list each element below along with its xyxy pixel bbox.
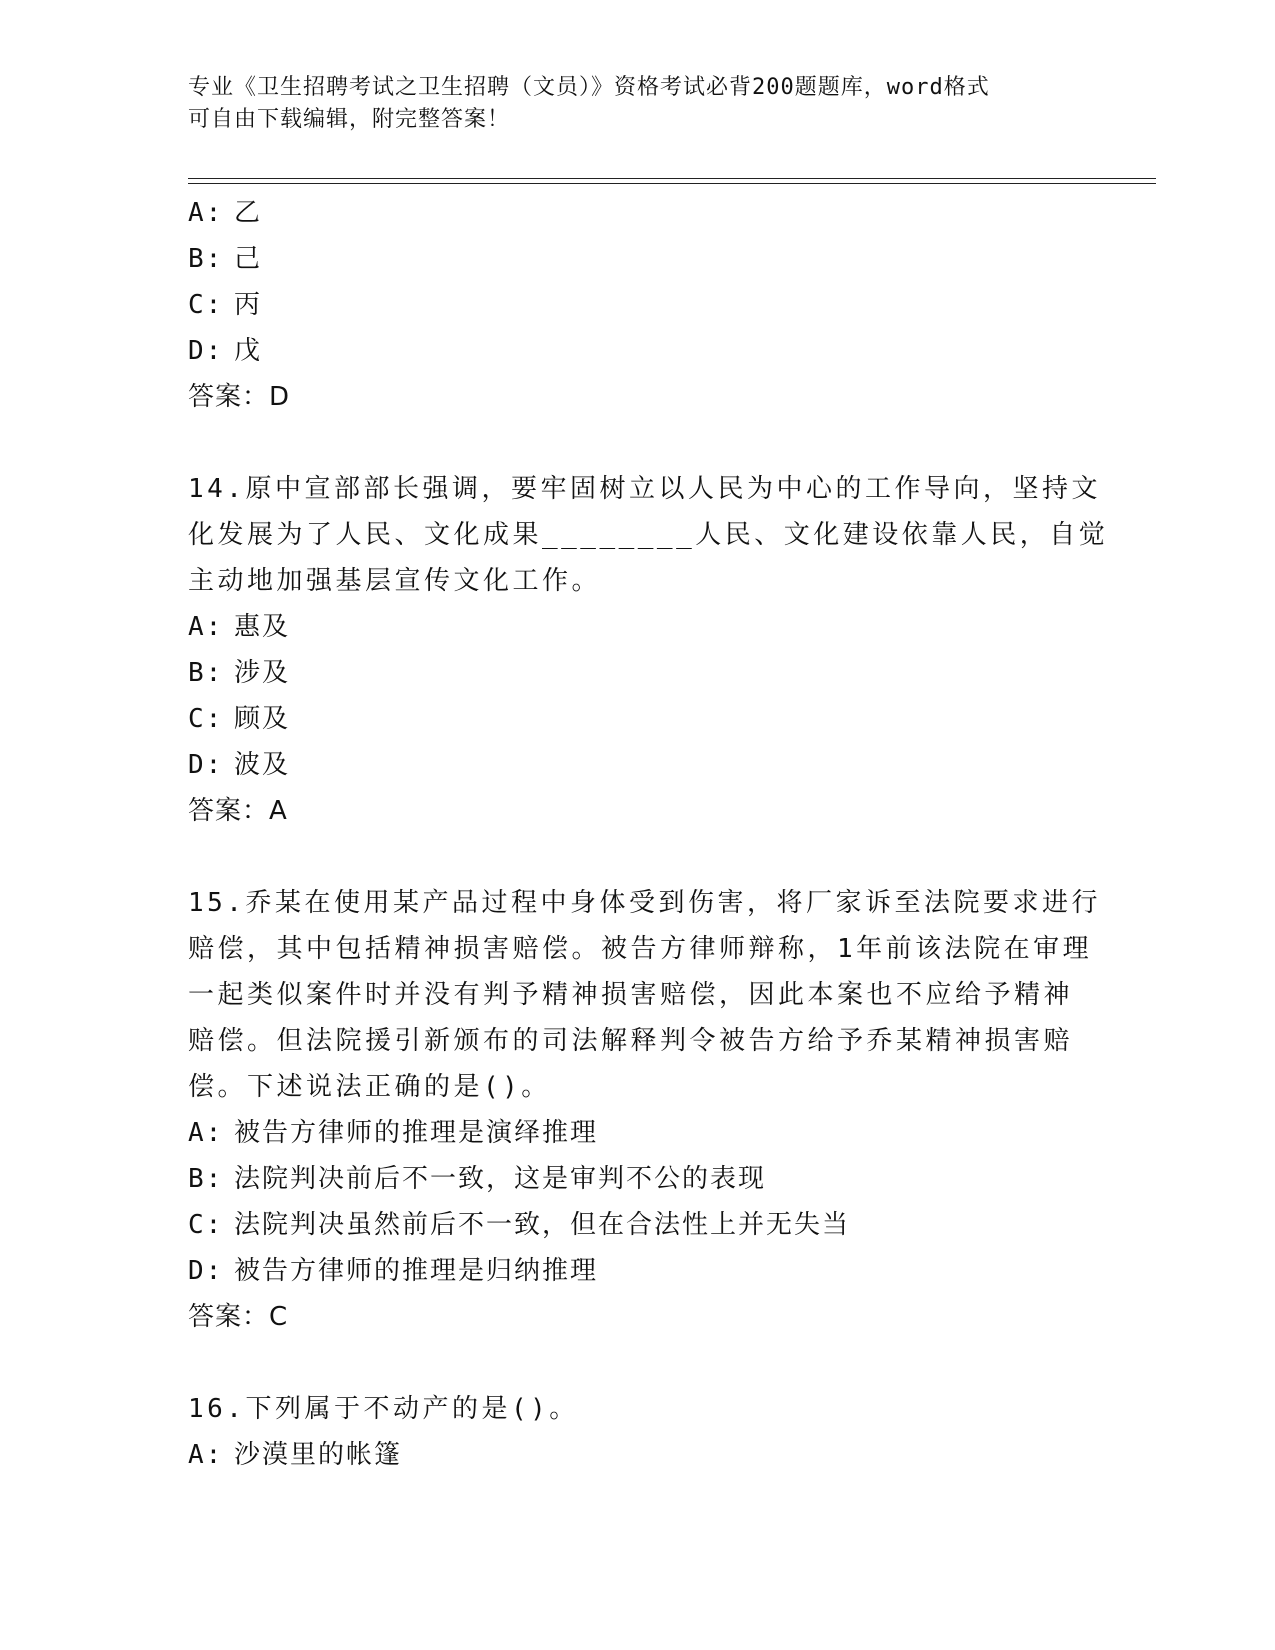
option-text: 丙 [234, 290, 263, 320]
answer-line: 答案：C [188, 1302, 289, 1332]
question-13 [188, 190, 1088, 420]
option-c [188, 282, 1088, 328]
document-header [188, 72, 1088, 136]
option-label: B: [188, 1164, 224, 1194]
question-text-line: 16.下列属于不动产的是()。 [188, 1394, 579, 1424]
question-text-line: 一起类似案件时并没有判予精神损害赔偿，因此本案也不应给予精神 [188, 980, 1074, 1010]
spacer [188, 1340, 1088, 1386]
option-text: 戊 [234, 336, 263, 366]
option-text: 法院判决前后不一致，这是审判不公的表现 [234, 1164, 767, 1194]
option-label: C: [188, 1210, 224, 1240]
question-15 [188, 880, 1101, 1340]
document-body [188, 190, 1109, 1478]
option-a [188, 1110, 1088, 1156]
question-text-line: 偿。下述说法正确的是()。 [188, 1072, 551, 1102]
question-text-line: 化发展为了人民、文化成果________人民、文化建设依靠人民，自觉 [188, 520, 1109, 550]
option-text: 波及 [234, 750, 291, 780]
question-14 [188, 466, 1109, 834]
option-label: C: [188, 290, 224, 320]
option-text: 惠及 [234, 612, 291, 642]
option-label: D: [188, 1256, 224, 1286]
option-label: A: [188, 1118, 224, 1148]
option-text: 顾及 [234, 704, 291, 734]
question-text-line: 赔偿，其中包括精神损害赔偿。被告方律师辩称，1年前该法院在审理 [188, 934, 1093, 964]
option-a [188, 1432, 1088, 1478]
answer-line: 答案：A [188, 796, 288, 826]
option-label: A: [188, 198, 224, 228]
option-a [188, 190, 1088, 236]
option-c [188, 696, 1088, 742]
option-text: 法院判决虽然前后不一致，但在合法性上并无失当 [234, 1210, 851, 1240]
option-label: B: [188, 244, 224, 274]
spacer [188, 834, 1088, 880]
option-label: A: [188, 612, 224, 642]
option-b [188, 236, 1088, 282]
option-c [188, 1202, 1088, 1248]
option-label: B: [188, 658, 224, 688]
header-rule-top [188, 178, 1156, 179]
option-text: 己 [234, 244, 263, 274]
option-label: C: [188, 704, 224, 734]
header-rule-bottom [188, 183, 1156, 184]
option-b [188, 1156, 1088, 1202]
header-line-2: 可自由下载编辑，附完整答案！ [188, 107, 511, 132]
question-text-line: 14.原中宣部部长强调，要牢固树立以人民为中心的工作导向，坚持文 [188, 474, 1101, 504]
question-text-line: 15.乔某在使用某产品过程中身体受到伤害，将厂家诉至法院要求进行 [188, 888, 1101, 918]
question-16 [188, 1386, 1088, 1478]
option-d [188, 328, 1088, 374]
option-text: 沙漠里的帐篷 [234, 1440, 403, 1470]
option-text: 被告方律师的推理是归纳推理 [234, 1256, 599, 1286]
option-label: D: [188, 336, 224, 366]
question-text-line: 赔偿。但法院援引新颁布的司法解释判令被告方给予乔某精神损害赔 [188, 1026, 1074, 1056]
option-a [188, 604, 1088, 650]
spacer [188, 420, 1088, 466]
option-label: D: [188, 750, 224, 780]
option-label: A: [188, 1440, 224, 1470]
option-d [188, 742, 1088, 788]
question-text-line: 主动地加强基层宣传文化工作。 [188, 566, 602, 596]
answer-line: 答案：D [188, 382, 291, 412]
option-text: 涉及 [234, 658, 291, 688]
header-line-1: 专业《卫生招聘考试之卫生招聘（文员）》资格考试必背200题题库，word格式 [188, 75, 990, 100]
option-text: 被告方律师的推理是演绎推理 [234, 1118, 599, 1148]
option-text: 乙 [234, 198, 263, 228]
option-b [188, 650, 1088, 696]
option-d [188, 1248, 1088, 1294]
